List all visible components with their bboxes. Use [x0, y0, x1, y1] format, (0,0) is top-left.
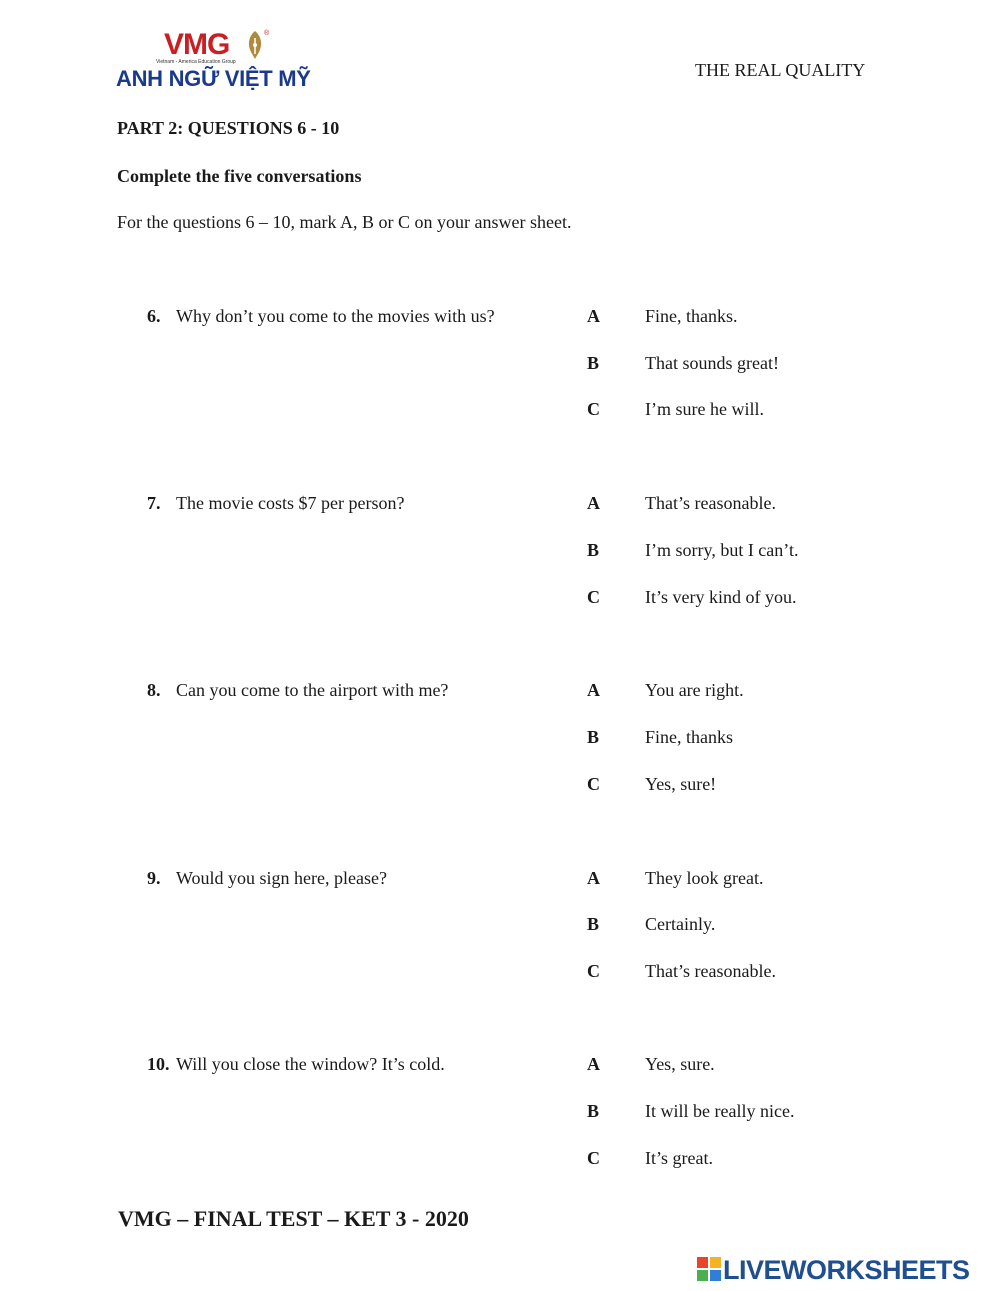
- pen-nib-icon: [244, 30, 266, 60]
- option-letter: A: [587, 1054, 600, 1074]
- option-text[interactable]: They look great.: [645, 868, 764, 888]
- question-number: 9.: [147, 868, 161, 888]
- option-letter: A: [587, 493, 600, 513]
- option-letter: A: [587, 306, 600, 326]
- option-letter: B: [587, 540, 600, 560]
- watermark-text: LIVEWORKSHEETS: [723, 1255, 970, 1285]
- option-text[interactable]: It’s great.: [645, 1148, 713, 1168]
- option-letter: A: [587, 680, 600, 700]
- option-text[interactable]: I’m sure he will.: [645, 399, 764, 419]
- option-text[interactable]: That sounds great!: [645, 353, 779, 373]
- option-letter: B: [587, 1101, 600, 1121]
- option-letter: C: [587, 961, 600, 981]
- tagline: THE REAL QUALITY: [695, 60, 866, 80]
- footer-title: VMG – FINAL TEST – KET 3 - 2020: [118, 1206, 469, 1231]
- section-subtitle: Complete the five conversations: [117, 166, 362, 186]
- vmg-logo: [116, 28, 356, 98]
- part-title: PART 2: QUESTIONS 6 - 10: [117, 118, 340, 138]
- option-letter: B: [587, 353, 600, 373]
- logo-name: ANH NGỮ VIỆT MỸ: [116, 66, 311, 91]
- option-text[interactable]: Certainly.: [645, 914, 716, 934]
- instruction-text: For the questions 6 – 10, mark A, B or C on your answer sheet.: [117, 212, 572, 232]
- blocks-icon: [697, 1257, 721, 1281]
- question-text: Would you sign here, please?: [176, 868, 387, 888]
- question-number: 6.: [147, 306, 161, 326]
- option-letter: B: [587, 727, 600, 747]
- question-text: Why don’t you come to the movies with us?: [176, 306, 495, 326]
- registered-mark: ®: [264, 30, 270, 37]
- option-text[interactable]: You are right.: [645, 680, 744, 700]
- option-letter: C: [587, 774, 600, 794]
- option-text[interactable]: Yes, sure.: [645, 1054, 715, 1074]
- option-text[interactable]: That’s reasonable.: [645, 961, 776, 981]
- option-letter: C: [587, 587, 600, 607]
- option-text[interactable]: Fine, thanks.: [645, 306, 738, 326]
- option-text[interactable]: Fine, thanks: [645, 727, 733, 747]
- logo-subtitle: Vietnam - America Education Group: [156, 59, 236, 65]
- option-letter: B: [587, 914, 600, 934]
- option-letter: C: [587, 399, 600, 419]
- option-text[interactable]: Yes, sure!: [645, 774, 717, 794]
- question-text: Can you come to the airport with me?: [176, 680, 449, 700]
- option-text[interactable]: That’s reasonable.: [645, 493, 776, 513]
- question-text: Will you close the window? It’s cold.: [176, 1054, 445, 1074]
- option-letter: A: [587, 868, 600, 888]
- option-letter: C: [587, 1148, 600, 1168]
- option-text[interactable]: It’s very kind of you.: [645, 587, 797, 607]
- question-number: 8.: [147, 680, 161, 700]
- question-number: 7.: [147, 493, 161, 513]
- liveworksheets-logo: [697, 1253, 997, 1287]
- option-text[interactable]: It will be really nice.: [645, 1101, 795, 1121]
- question-text: The movie costs $7 per person?: [176, 493, 405, 513]
- option-text[interactable]: I’m sorry, but I can’t.: [645, 540, 799, 560]
- logo-brand: VMG: [164, 28, 230, 61]
- question-number: 10.: [147, 1054, 170, 1074]
